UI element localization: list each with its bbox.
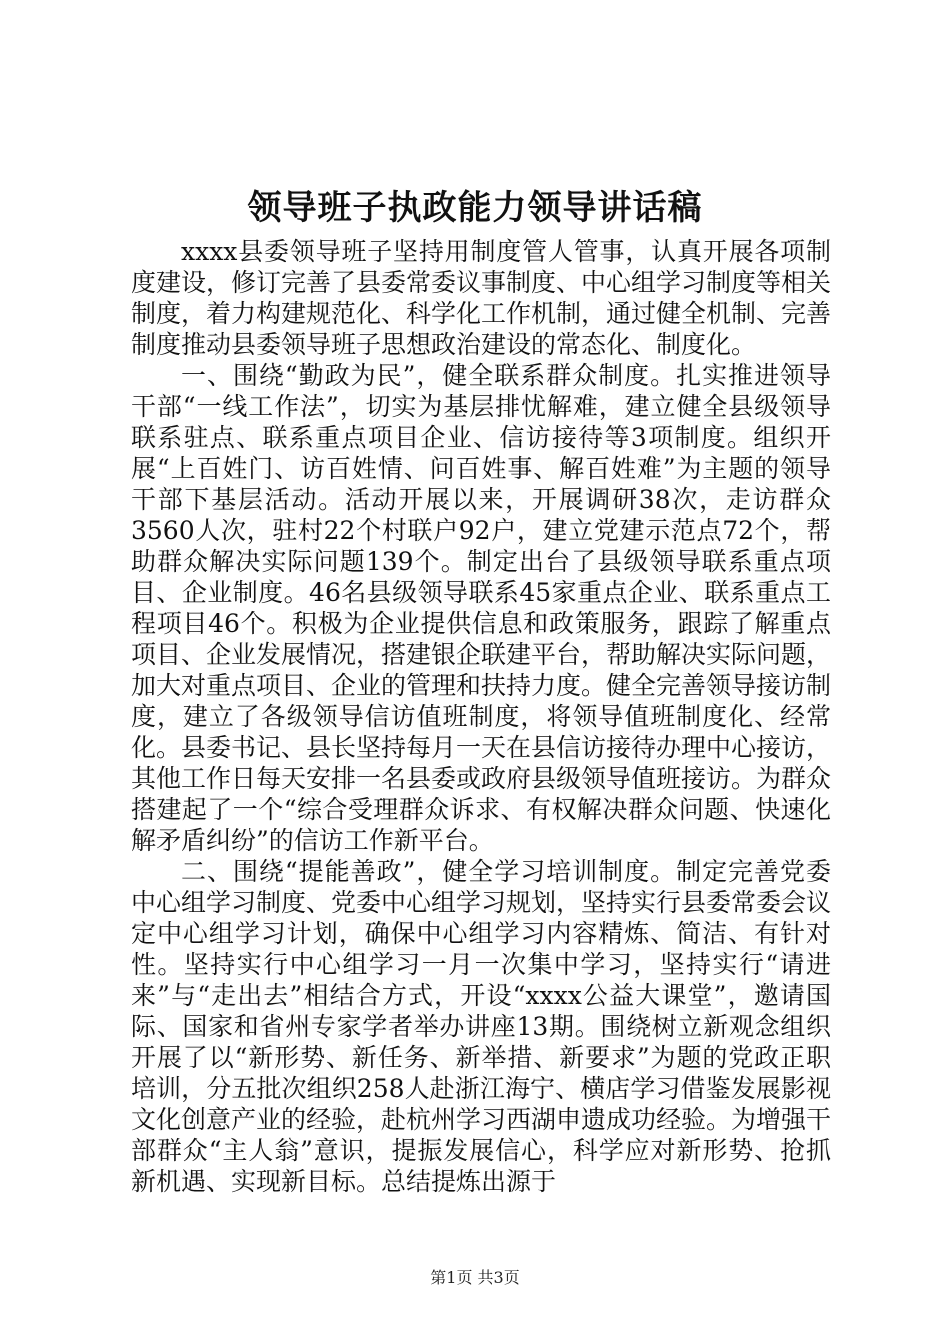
document-body bbox=[131, 236, 831, 1197]
page-footer: 第1页 共3页 bbox=[430, 1268, 520, 1287]
paragraph-section-one: 一、围绕“勤政为民”，健全联系群众制度。扎实推进领导干部“一线工作法”，切实为基层排忧解难，建立健全县级领导联系驻点、联系重点项目企业、信访接待等3项制度。组织开展“上百姓门、访百姓情、问百姓事、解百姓难”为主题的领导干部下基层活动。活动开展以来，开展调研38次，走访群众3560人次，驻村22个村联户92户，建立党建示范点72个，帮助群众解决实际问题139个。制定出台了县级领导联系重点项目、企业制度。46名县级领导联系45家重点企业、联系重点工程项目46个。积极为企业提供信息和政策服务，跟踪了解重点项目、企业发展情况，搭建银企联建平台，帮助解决实际问题，加大对重点项目、企业的管理和扶持力度。健全完善领导接访制度，建立了各级领导信访值班制度，将领导值班制度化、经常化。县委书记、县长坚持每月一天在县信访接待办理中心接访，其他工作日每天安排一名县委或政府县级领导值班接访。为群众搭建起了一个“综合受理群众诉求、有权解决群众问题、快速化解矛盾纠纷”的信访工作新平台。 bbox=[131, 361, 832, 855]
paragraph-intro: xxxx县委领导班子坚持用制度管人管事，认真开展各项制度建设，修订完善了县委常委议事制度、中心组学习制度等相关制度，着力构建规范化、科学化工作机制，通过健全机制、完善制度推动县委领导班子思想政治建设的常态化、制度化。 bbox=[131, 237, 832, 359]
paragraph-section-two: 二、围绕“提能善政”，健全学习培训制度。制定完善党委中心组学习制度、党委中心组学习规划，坚持实行县委常委会议定中心组学习计划，确保中心组学习内容精炼、简洁、有针对性。坚持实行中心组学习一月一次集中学习，坚持实行“请进来”与“走出去”相结合方式，开设“xxxx公益大课堂”，邀请国际、国家和省州专家学者举办讲座13期。围绕树立新观念组织开展了以“新形势、新任务、新举措、新要求”为题的党政正职培训，分五批次组织258人赴浙江海宁、横店学习借鉴发展影视文化创意产业的经验，赴杭州学习西湖申遗成功经验。为增强干部群众“主人翁”意识，提振发展信心，科学应对新形势、抢抓新机遇、实现新目标。总结提炼出源于 bbox=[131, 857, 832, 1196]
document-title: 领导班子执政能力领导讲话稿 bbox=[247, 188, 703, 228]
